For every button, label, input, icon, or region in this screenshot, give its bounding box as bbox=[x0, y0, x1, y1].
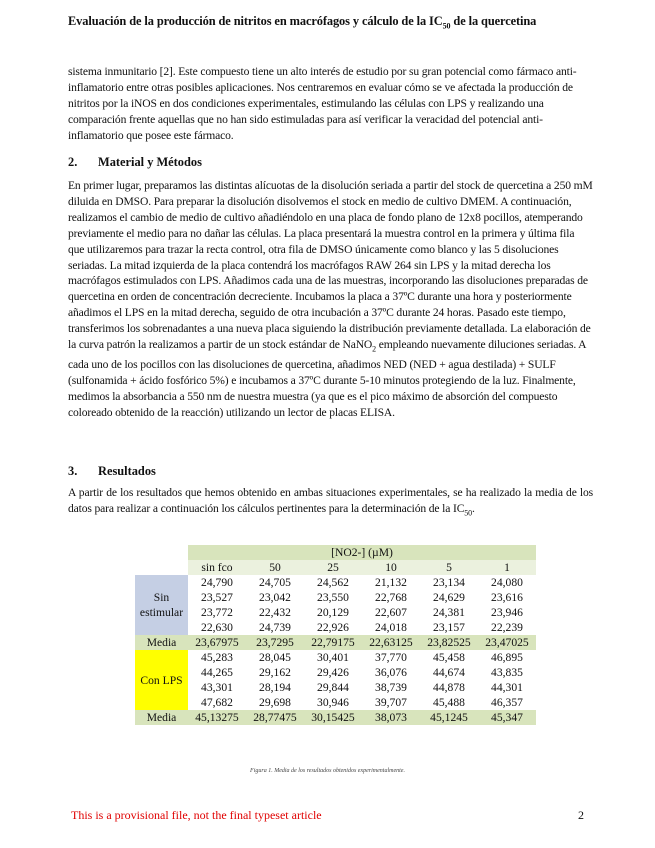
table-header: [NO2-] (µM) bbox=[188, 545, 536, 560]
mean-cell: 30,15425 bbox=[304, 710, 362, 725]
mean-cell: 45,13275 bbox=[188, 710, 246, 725]
table-cell: 23,157 bbox=[433, 621, 465, 634]
table-cell: 24,381 bbox=[433, 606, 465, 619]
table-cell: 29,426 bbox=[317, 666, 349, 679]
mean-cell: 23,67975 bbox=[188, 635, 246, 650]
table-cell: 22,239 bbox=[491, 621, 523, 634]
table-cell: 22,432 bbox=[259, 606, 291, 619]
table-row bbox=[135, 695, 536, 710]
table-cell: 23,550 bbox=[317, 591, 349, 604]
table-cell: 23,616 bbox=[491, 591, 523, 604]
section-heading-results: 3. Resultados bbox=[68, 464, 156, 478]
page-number: 2 bbox=[578, 808, 584, 822]
table-cell: 22,768 bbox=[375, 591, 407, 604]
group-label-unstimulated: Sin estimular bbox=[135, 575, 188, 635]
section-heading-methods: 2. Material y Métodos bbox=[68, 155, 202, 169]
mean-cell: 23,82525 bbox=[420, 635, 478, 650]
table-cell: 45,458 bbox=[433, 651, 465, 664]
column-header: 25 bbox=[304, 560, 362, 575]
intro-paragraph: sistema inmunitario [2]. Este compuesto tiene un alto interés de estudio por su gran potencial como fármaco anti-inflamatorio entre otras posibles aplicaciones. Nos centraremos en evaluar cómo se ve afectada la producción de nitritos por la iNOS en dos condiciones experimentales, estimulando las células con LPS y realizando una comparación frente aquellas que no han sido estimuladas para así verificar la veracidad del potencial anti-inflamatorio que posee este fármaco. bbox=[68, 65, 577, 142]
table-cell: 22,926 bbox=[317, 621, 349, 634]
table-cell: 46,357 bbox=[491, 696, 523, 709]
table-cell: 45,488 bbox=[433, 696, 465, 709]
table-cell: 23,946 bbox=[491, 606, 523, 619]
table-cell: 23,772 bbox=[201, 606, 233, 619]
table-cell: 23,527 bbox=[201, 591, 233, 604]
table-cell: 21,132 bbox=[375, 576, 407, 589]
table-cell: 29,162 bbox=[259, 666, 291, 679]
table-cell: 24,790 bbox=[201, 576, 233, 589]
table-cell: 24,705 bbox=[259, 576, 291, 589]
mean-cell: 45,1245 bbox=[420, 710, 478, 725]
table-cell: 43,835 bbox=[491, 666, 523, 679]
table-cell: 23,134 bbox=[433, 576, 465, 589]
table-cell: 38,739 bbox=[375, 681, 407, 694]
table-cell: 44,265 bbox=[201, 666, 233, 679]
mean-cell: 28,77475 bbox=[246, 710, 304, 725]
column-header: 1 bbox=[478, 560, 536, 575]
column-header: 5 bbox=[420, 560, 478, 575]
methods-paragraph: En primer lugar, preparamos las distintas alícuotas de la disolución seriada a partir del stock de quercetina a 250 mM diluida en DMSO. Para preparar la disolución disolvemos el stock en medio de cultivo DMEM. A continuación, realizamos el cambio de medio de cultivo añadiéndolo en una placa de fondo plano de 12x8 pocillos, atemperando previamente el medio para no dañar las células. La placa presentará la muestra control en la primera y última fila que utilizaremos para trazar la recta control, otra fila de DMSO únicamente como blanco y las 5 disoluciones seriadas. La mitad izquierda de la placa contendrá los macrófagos RAW 264 sin LPS y la mitad derecha los macrófagos estimulados con LPS. Añadimos cada una de las muestras, incorporando las disoluciones preparadas de quercetina en orden de concentración decreciente. Incubamos la placa a 37ºC durante una hora y posteriormente añadimos el LPS en la mitad derecha, seguido de otra incubación a 37ºC durante 24 horas. Pasado este tiempo, transferimos los sobrenadantes a una nueva placa siguiendo la distribución previamente detallada. La elaboración de la curva patrón la realizamos a partir de un stock estándar de NaNO$_2$ empleando nuevamente diluciones seriadas. A cada uno de los pocillos con las disoluciones de quercetina, añadimos NED (NED + agua destilada) + SULF (sulfonamida + ácido fosfórico 5%) e incubamos a 37ºC durante 5-10 minutos protegiendo de la luz. Finalmente, medimos la absorbancia a 550 nm de nuestra muestra (ya que es el pico máximo de absorción del compuesto coloreado obtenido de la reacción) utilizando un lector de placas ELISA. bbox=[68, 179, 593, 419]
table-row bbox=[135, 590, 536, 605]
table-row bbox=[135, 605, 536, 620]
table-cell: 30,946 bbox=[317, 696, 349, 709]
table-cell: 30,401 bbox=[317, 651, 349, 664]
mean-cell: 23,47025 bbox=[478, 635, 536, 650]
table-row bbox=[135, 650, 536, 665]
results-paragraph: A partir de los resultados que hemos obtenido en ambas situaciones experimentales, se ha realizado la media de los datos para realizar a continuación los cálculos pertinentes para la determinación de la $IC_{50}$. bbox=[68, 486, 593, 518]
table-cell: 43,301 bbox=[201, 681, 233, 694]
table-cell: 46,895 bbox=[491, 651, 523, 664]
mean-cell: 22,79175 bbox=[304, 635, 362, 650]
table-row bbox=[135, 680, 536, 695]
mean-label: Media bbox=[135, 710, 188, 725]
table-header-row bbox=[135, 545, 536, 560]
table-row bbox=[135, 575, 536, 590]
column-header-row bbox=[135, 560, 536, 575]
table-cell: 44,674 bbox=[433, 666, 465, 679]
table-cell: 37,770 bbox=[375, 651, 407, 664]
table-row bbox=[135, 620, 536, 635]
table-cell: 24,080 bbox=[491, 576, 523, 589]
results-table bbox=[135, 545, 536, 725]
table-cell: 36,076 bbox=[375, 666, 407, 679]
table-cell: 28,045 bbox=[259, 651, 291, 664]
table-cell: 44,301 bbox=[491, 681, 523, 694]
table-cell: 29,698 bbox=[259, 696, 291, 709]
mean-cell: 45,347 bbox=[478, 710, 536, 725]
table-cell: 47,682 bbox=[201, 696, 233, 709]
mean-label: Media bbox=[135, 635, 188, 650]
table-cell: 28,194 bbox=[259, 681, 291, 694]
mean-row bbox=[135, 635, 536, 650]
table-cell: 39,707 bbox=[375, 696, 407, 709]
table-row bbox=[135, 665, 536, 680]
figure-caption: Figura 1. Media de los resultados obtenidos experimentalmente. bbox=[250, 768, 405, 774]
table-cell: 22,607 bbox=[375, 606, 407, 619]
running-head: Evaluación de la producción de nitritos en macrófagos y cálculo de la $IC_{50}$ de la quercetina bbox=[68, 14, 537, 31]
mean-cell: 23,7295 bbox=[246, 635, 304, 650]
table-cell: 20,129 bbox=[317, 606, 349, 619]
table-cell: 22,630 bbox=[201, 621, 233, 634]
group-label-lps: Con LPS bbox=[135, 650, 188, 710]
column-header: sin fco bbox=[188, 560, 246, 575]
table-cell: 44,878 bbox=[433, 681, 465, 694]
mean-cell: 38,073 bbox=[362, 710, 420, 725]
mean-row bbox=[135, 710, 536, 725]
provisional-note: This is a provisional file, not the final typeset article bbox=[71, 808, 322, 822]
table-cell: 24,629 bbox=[433, 591, 465, 604]
table-cell: 29,844 bbox=[317, 681, 349, 694]
column-header: 50 bbox=[246, 560, 304, 575]
column-header: 10 bbox=[362, 560, 420, 575]
table-cell: 23,042 bbox=[259, 591, 291, 604]
table-cell: 24,739 bbox=[259, 621, 291, 634]
mean-cell: 22,63125 bbox=[362, 635, 420, 650]
table-cell: 45,283 bbox=[201, 651, 233, 664]
table-cell: 24,562 bbox=[317, 576, 349, 589]
table-cell: 24,018 bbox=[375, 621, 407, 634]
